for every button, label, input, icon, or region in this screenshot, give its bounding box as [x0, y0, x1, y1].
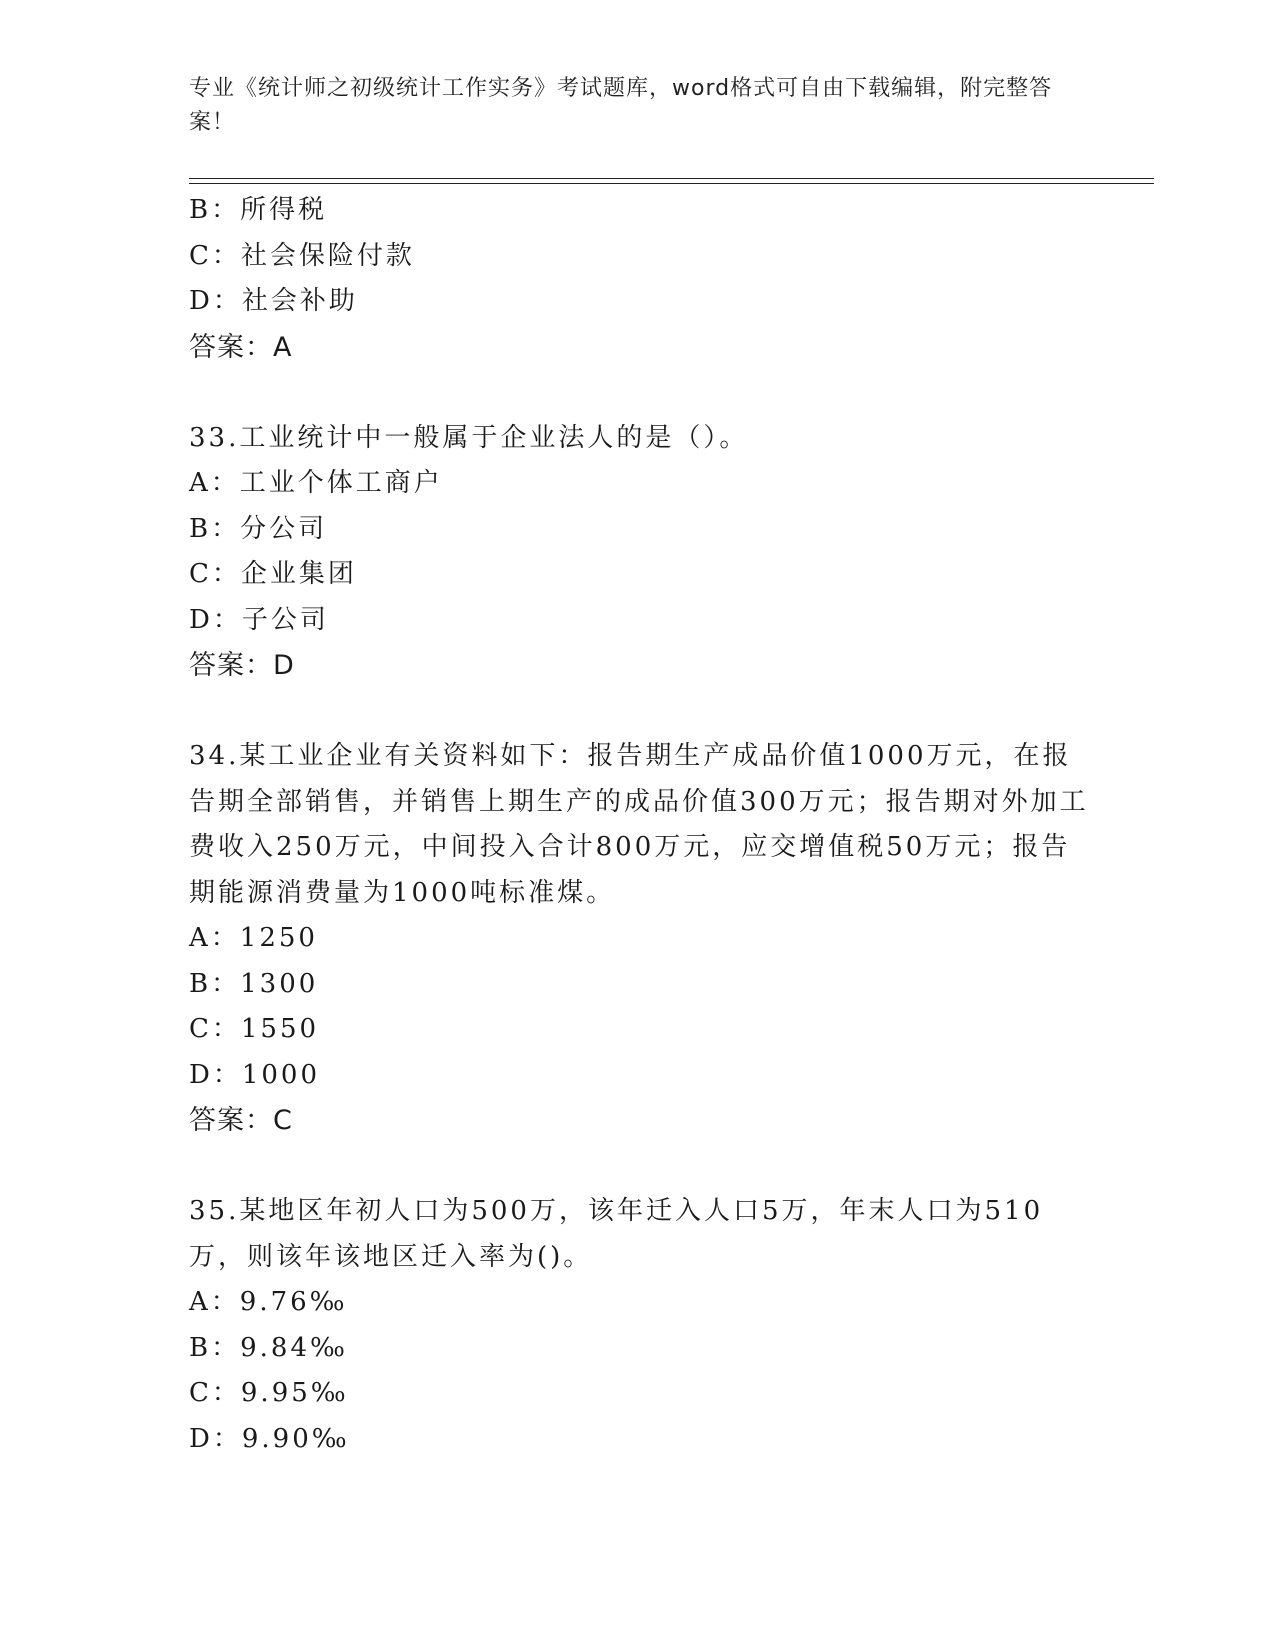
option-d: D：9.90‰ [189, 1423, 350, 1454]
option-a: A：工业个体工商户 [189, 468, 443, 498]
option-c: C：1550 [189, 1014, 320, 1044]
question-stem: 34.某工业企业有关资料如下：报告期生产成品价值1000万元，在报告期全部销售，并销售上期生产的成品价值300万元；报告期对外加工费收入250万元，中间投入合计800万元，应交增值税50万元；报告期能源消费量为1000吨标准煤。 [189, 741, 1089, 908]
question-34 [189, 734, 1089, 1144]
document-header: 专业《统计师之初级统计工作实务》考试题库，word格式可自由下载编辑，附完整答案！ [189, 76, 1053, 135]
option-b: B：9.84‰ [189, 1332, 348, 1363]
option-c: C：9.95‰ [189, 1378, 349, 1408]
question-35 [189, 1189, 1089, 1462]
answer-line: 答案：C [189, 1105, 293, 1136]
header-divider-top [189, 178, 1154, 179]
option-b: B：分公司 [189, 513, 328, 544]
option-c: C：企业集团 [189, 559, 357, 589]
prev-question-block [189, 188, 1089, 370]
option-d: D：子公司 [189, 604, 329, 635]
option-d: D：1000 [189, 1059, 321, 1090]
option-a: A：9.76‰ [189, 1287, 348, 1317]
spacer [189, 689, 1089, 735]
answer-line: 答案：A [189, 331, 293, 363]
question-stem: 35.某地区年初人口为500万，该年迁入人口5万，年末人口为510万，则该年该地区迁入率为()。 [189, 1196, 1044, 1272]
spacer [189, 1144, 1089, 1190]
option-a: A：1250 [189, 923, 318, 953]
question-33 [189, 416, 1089, 689]
answer-line: 答案：D [189, 650, 295, 681]
question-stem: 33.工业统计中一般属于企业法人的是（）。 [189, 422, 749, 453]
option-b: B：1300 [189, 968, 319, 999]
question-list [189, 188, 1089, 1462]
spacer [189, 370, 1089, 416]
option-c: C：社会保险付款 [189, 240, 415, 271]
header-divider-bottom [189, 183, 1154, 184]
option-d: D：社会补助 [189, 286, 358, 316]
option-b: B：所得税 [189, 195, 328, 225]
